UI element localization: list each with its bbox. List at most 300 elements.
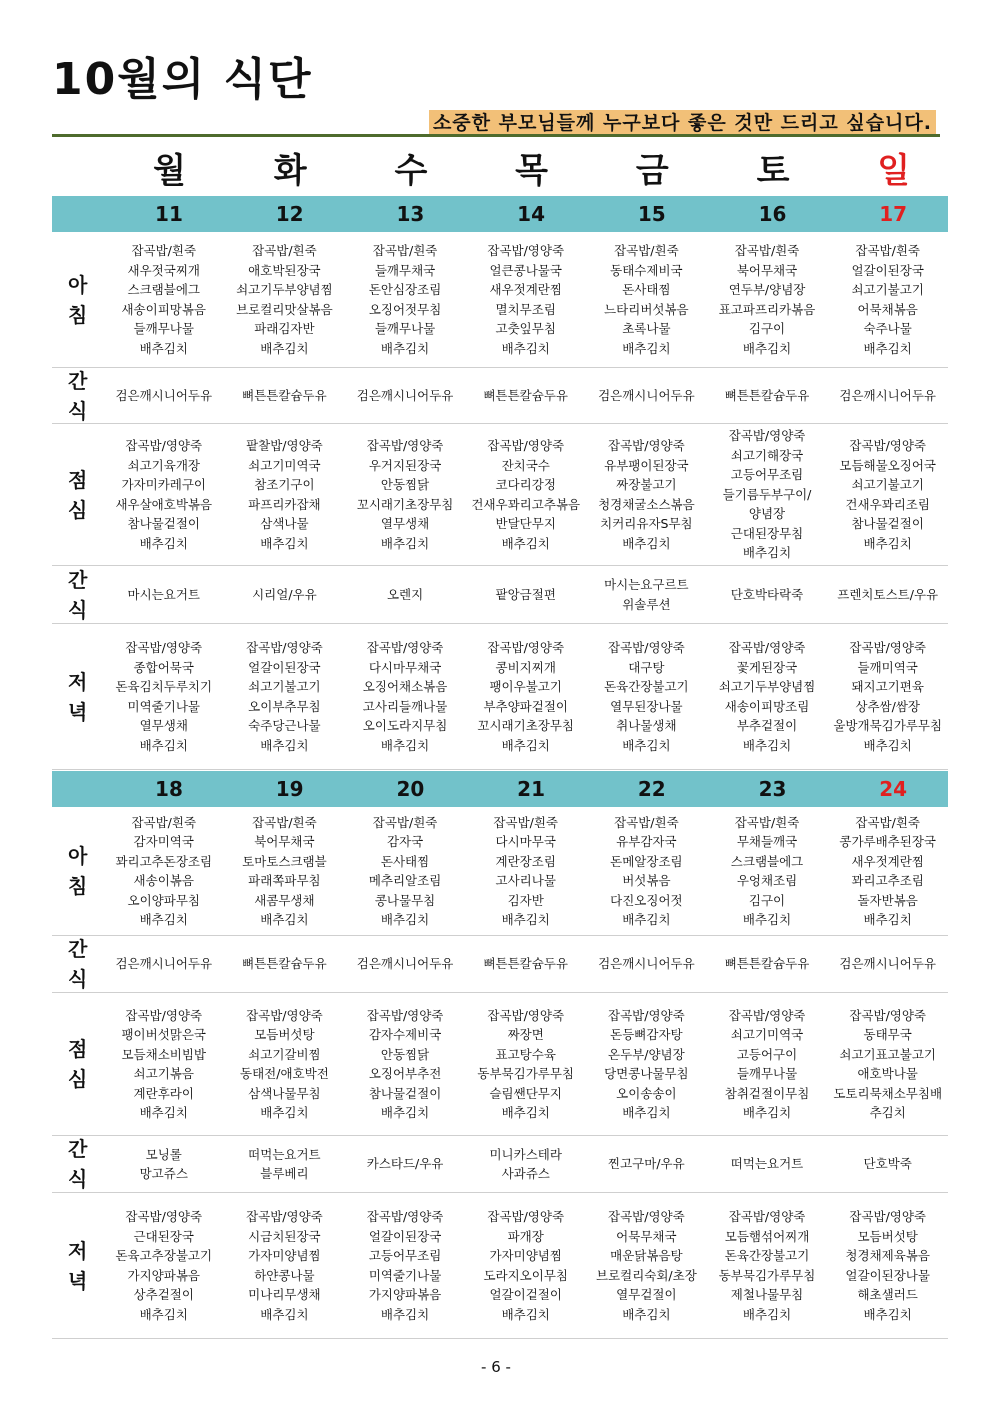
menu-item: 잡곡밥/영양죽 bbox=[246, 1209, 323, 1224]
menu-item: 감자국 bbox=[386, 834, 424, 849]
menu-item: 잡곡밥/흰죽 bbox=[614, 814, 679, 830]
menu-item: 잡곡밥/영양죽 bbox=[125, 1209, 203, 1224]
menu-item: 잡곡밥/영양죽 bbox=[487, 1007, 565, 1023]
menu-item: 잡곡밥/영양죽 bbox=[728, 428, 806, 444]
menu-item: 파래김자반 bbox=[254, 321, 315, 336]
menu-item: 팥찰밥/영양죽 bbox=[246, 438, 323, 453]
menu-item: 새콤무생채 bbox=[254, 892, 315, 908]
menu-item: 돈사태찜 bbox=[380, 853, 430, 869]
menu-item: 배추김치 bbox=[139, 535, 188, 551]
menu-item: 고춧잎무침 bbox=[495, 321, 556, 336]
dow-mon: 월 bbox=[153, 151, 186, 191]
menu-item: 계란장조림 bbox=[495, 853, 556, 869]
menu-item: 검은깨시니어두유 bbox=[356, 956, 454, 972]
menu-item: 잡곡밥/영양죽 bbox=[608, 438, 685, 453]
week-block bbox=[52, 771, 948, 1339]
menu-item: 건새우꽈리고추볶음 bbox=[471, 496, 581, 512]
menu-cell bbox=[827, 807, 948, 935]
menu-cell bbox=[103, 993, 224, 1135]
menu-item: 브로컬리맛살볶음 bbox=[236, 301, 333, 317]
lunch-row bbox=[52, 424, 948, 566]
meal-label bbox=[52, 993, 103, 1135]
date-band bbox=[52, 771, 948, 807]
menu-item: 배추김치 bbox=[139, 737, 188, 753]
menu-item: 잡곡밥/영양죽 bbox=[728, 1209, 806, 1224]
menu-item: 팥앙금절편 bbox=[495, 586, 556, 602]
menu-item: 표고파프리카볶음 bbox=[718, 301, 816, 317]
menu-item: 모듬버섯탕 bbox=[254, 1027, 315, 1042]
menu-item: 가지양파볶음 bbox=[127, 1267, 200, 1283]
menu-item: 배추김치 bbox=[260, 912, 309, 927]
menu-item: 배추김치 bbox=[863, 912, 912, 927]
menu-cell bbox=[345, 624, 466, 769]
breakfast-row bbox=[52, 807, 948, 936]
menu-item: 오이부추무침 bbox=[248, 698, 321, 714]
menu-item: 돈사태찜 bbox=[622, 282, 671, 297]
menu-cell bbox=[827, 993, 948, 1135]
menu-item: 콩나물무침 bbox=[374, 892, 436, 908]
menu-item: 얼갈이된장나물 bbox=[845, 1267, 930, 1283]
menu-item: 가자미양념찜 bbox=[248, 1248, 321, 1263]
menu-item: 뼈튼튼칼슘두유 bbox=[724, 956, 810, 972]
menu-item: 슬림쌘단무지 bbox=[489, 1085, 562, 1101]
menu-cell bbox=[465, 993, 586, 1135]
menu-item: 쇠고기두부양념찜 bbox=[718, 679, 816, 694]
date-number: 21 bbox=[517, 777, 545, 801]
menu-item: 다시마무국 bbox=[495, 834, 556, 849]
menu-item: 초록나물 bbox=[622, 321, 671, 336]
menu-item: 상추쌈/쌈장 bbox=[855, 698, 920, 714]
menu-item: 돈육고추장불고기 bbox=[115, 1248, 213, 1263]
dow-spacer bbox=[52, 148, 103, 194]
menu-item: 종합어묵국 bbox=[133, 659, 194, 675]
menu-item: 돈육김치두루치기 bbox=[115, 679, 213, 694]
dow-fri: 금 bbox=[635, 151, 669, 191]
menu-item: 잡곡밥/흰죽 bbox=[372, 814, 438, 830]
menu-item: 브로컬리숙회/초장 bbox=[595, 1267, 697, 1283]
menu-item: 감자수제비국 bbox=[368, 1027, 442, 1042]
menu-item: 프렌치토스트/우유 bbox=[837, 586, 939, 602]
menu-cell bbox=[465, 624, 586, 769]
menu-item: 모듬햄섞어찌개 bbox=[724, 1228, 810, 1244]
menu-item: 스크램블에그 bbox=[127, 282, 200, 297]
date-number: 12 bbox=[275, 202, 304, 226]
menu-item: 들깨무채국 bbox=[374, 262, 436, 278]
menu-item: 잡곡밥/영양죽 bbox=[849, 438, 927, 453]
menu-item: 잡곡밥/흰죽 bbox=[131, 814, 197, 830]
menu-item: 잡곡밥/영양죽 bbox=[487, 438, 565, 453]
menu-item: 열무겉절이 bbox=[616, 1287, 677, 1302]
menu-cell bbox=[224, 993, 345, 1135]
menu-item: 메추리알조림 bbox=[368, 873, 442, 888]
menu-item: 잡곡밥/영양죽 bbox=[849, 1007, 927, 1023]
menu-cell bbox=[707, 936, 828, 992]
menu-item: 쇠고기미역국 bbox=[248, 457, 321, 473]
menu-item: 도라지오이무침 bbox=[483, 1267, 568, 1283]
menu-cell bbox=[103, 232, 224, 367]
menu-item: 고등어무조림 bbox=[730, 467, 804, 483]
menu-item: 잡곡밥/영양죽 bbox=[608, 1209, 685, 1224]
menu-item: 취나물생채 bbox=[616, 718, 677, 733]
menu-item: 들깨무나물 bbox=[133, 321, 194, 336]
menu-cell bbox=[103, 368, 224, 423]
date-number: 14 bbox=[517, 202, 545, 226]
menu-item: 시금치된장국 bbox=[248, 1228, 321, 1244]
menu-item: 배추김치 bbox=[380, 1306, 430, 1322]
menu-cell bbox=[707, 424, 828, 565]
menu-item: 뼈튼튼칼슘두유 bbox=[242, 956, 327, 972]
menu-item: 잡곡밥/흰죽 bbox=[493, 814, 559, 830]
menu-item: 마시는요거트 bbox=[127, 586, 200, 602]
menu-cell bbox=[103, 424, 224, 565]
menu-item: 잡곡밥/흰죽 bbox=[614, 243, 679, 258]
dow-sat: 토 bbox=[756, 151, 790, 191]
menu-item: 참조기구이 bbox=[254, 477, 315, 492]
menu-item: 북어무채국 bbox=[254, 834, 315, 849]
menu-item: 김구이 bbox=[748, 321, 786, 336]
menu-item: 단호박죽 bbox=[863, 1156, 912, 1172]
menu-item: 배추김치 bbox=[863, 1306, 912, 1322]
menu-item: 배추김치 bbox=[139, 340, 188, 356]
menu-item: 검은깨시니어두유 bbox=[839, 956, 936, 972]
menu-item: 배추김치 bbox=[863, 737, 912, 753]
menu-item: 잡곡밥/영양죽 bbox=[366, 1209, 444, 1224]
meal-label-char: 간 bbox=[68, 368, 88, 393]
menu-item: 오렌지 bbox=[386, 586, 424, 602]
menu-cell bbox=[827, 1136, 948, 1192]
menu-item: 잡곡밥/영양죽 bbox=[487, 1209, 565, 1224]
menu-cell bbox=[103, 1193, 224, 1338]
menu-item: 스크램블에그 bbox=[730, 853, 804, 869]
menu-cell bbox=[103, 624, 224, 769]
menu-item: 동태수제비국 bbox=[610, 262, 683, 278]
menu-item: 애호박나물 bbox=[857, 1066, 918, 1081]
menu-item: 얼갈이된장국 bbox=[368, 1228, 442, 1244]
date-number: 24 bbox=[879, 777, 908, 801]
menu-cell bbox=[345, 566, 466, 623]
menu-cell bbox=[345, 807, 466, 935]
menu-item: 카스타드/우유 bbox=[366, 1156, 444, 1172]
menu-cell bbox=[586, 936, 707, 992]
meal-label bbox=[52, 624, 103, 769]
menu-item: 김자반 bbox=[507, 892, 544, 908]
menu-item: 새송이피망조림 bbox=[724, 698, 810, 714]
menu-cell bbox=[465, 1136, 586, 1192]
meal-label-char: 녁 bbox=[68, 699, 88, 724]
menu-item: 들깨무나물 bbox=[374, 321, 436, 336]
menu-item: 쇠고기육개장 bbox=[127, 457, 200, 473]
menu-item: 쇠고기미역국 bbox=[730, 1027, 804, 1042]
menu-item: 가자미카레구이 bbox=[121, 477, 207, 492]
menu-item: 김구이 bbox=[748, 892, 786, 908]
menu-cell bbox=[707, 566, 828, 623]
date-spacer bbox=[52, 771, 103, 807]
menu-item: 열무생채 bbox=[139, 718, 188, 733]
meal-label bbox=[52, 368, 103, 423]
breakfast-row bbox=[52, 232, 948, 368]
menu-item: 다진오징어젓 bbox=[610, 892, 683, 908]
menu-item: 버섯볶음 bbox=[622, 873, 671, 888]
menu-item: 오징어젓무침 bbox=[368, 301, 442, 317]
subtitle-banner: 소중한 부모님들께 누구보다 좋은 것만 드리고 싶습니다. bbox=[429, 110, 936, 136]
menu-item: 잡곡밥/흰죽 bbox=[855, 814, 920, 830]
menu-item: 배추김치 bbox=[501, 535, 550, 551]
menu-item: 계란후라이 bbox=[133, 1085, 194, 1101]
date-number: 11 bbox=[155, 202, 183, 226]
menu-item: 검은깨시니어두유 bbox=[356, 387, 454, 403]
date-number: 15 bbox=[637, 202, 666, 226]
menu-item: 잡곡밥/영양죽 bbox=[366, 438, 444, 453]
menu-cell bbox=[707, 1136, 828, 1192]
menu-item: 배추김치 bbox=[742, 340, 792, 356]
menu-item: 토마토스크램블 bbox=[242, 853, 327, 869]
date-number: 23 bbox=[758, 777, 787, 801]
menu-item: 얼갈이된장국 bbox=[248, 659, 321, 675]
menu-item: 배추김치 bbox=[622, 737, 671, 753]
meal-label-char: 심 bbox=[68, 1067, 88, 1091]
menu-item: 고사리나물 bbox=[495, 873, 556, 888]
menu-cell bbox=[224, 624, 345, 769]
menu-item: 배추김치 bbox=[380, 340, 430, 356]
meal-label-char: 식 bbox=[68, 967, 88, 991]
menu-item: 새우젓계란찜 bbox=[489, 282, 562, 297]
menu-item: 배추김치 bbox=[622, 535, 671, 551]
menu-item: 잡곡밥/영양죽 bbox=[366, 1007, 444, 1023]
menu-item: 잡곡밥/영양죽 bbox=[246, 1007, 323, 1023]
meal-label bbox=[52, 232, 103, 367]
menu-item: 배추김치 bbox=[139, 912, 188, 927]
menu-item: 찐고구마/우유 bbox=[608, 1156, 685, 1172]
menu-item: 오이도라지무침 bbox=[362, 718, 448, 733]
menu-item: 위솔루션 bbox=[622, 596, 671, 612]
meal-label bbox=[52, 424, 103, 565]
menu-item: 돼지고기편육 bbox=[851, 679, 924, 694]
menu-item: 쇠고기불고기 bbox=[248, 679, 321, 694]
menu-cell bbox=[827, 232, 948, 367]
menu-item: 잡곡밥/영양죽 bbox=[849, 640, 927, 655]
menu-item: 짜장불고기 bbox=[616, 477, 677, 492]
menu-item: 도토리묵채소무침배 bbox=[833, 1085, 943, 1101]
menu-item: 검은깨시니어두유 bbox=[839, 387, 936, 403]
menu-item: 모닝롤 bbox=[145, 1146, 182, 1162]
menu-item: 쇠고기표고불고기 bbox=[839, 1046, 936, 1062]
menu-item: 애호박된장국 bbox=[248, 262, 321, 278]
meal-label-char: 아 bbox=[68, 844, 88, 868]
week-block bbox=[52, 196, 948, 770]
morning-snack-row bbox=[52, 368, 948, 424]
menu-item: 잡곡밥/영양죽 bbox=[608, 640, 685, 655]
menu-item: 배추김치 bbox=[501, 340, 550, 356]
menu-item: 모듬버섯탕 bbox=[857, 1228, 918, 1244]
menu-item: 배추김치 bbox=[622, 340, 671, 356]
menu-item: 배추김치 bbox=[260, 1306, 309, 1322]
menu-item: 숙주당근나물 bbox=[248, 718, 321, 733]
menu-item: 참취겉절이무침 bbox=[724, 1085, 810, 1101]
menu-cell bbox=[707, 624, 828, 769]
menu-item: 동태전/애호박전 bbox=[240, 1066, 329, 1081]
menu-item: 새우젓계란찜 bbox=[851, 853, 924, 869]
menu-cell bbox=[827, 1193, 948, 1338]
menu-item: 미니카스테라 bbox=[489, 1146, 562, 1162]
menu-item: 감자미역국 bbox=[133, 834, 194, 849]
menu-item: 치커리유자S무침 bbox=[600, 516, 693, 531]
menu-item: 배추김치 bbox=[260, 1105, 309, 1120]
menu-cell bbox=[465, 424, 586, 565]
menu-cell bbox=[465, 368, 586, 423]
menu-item: 오이송송이 bbox=[616, 1085, 677, 1101]
date-number: 13 bbox=[396, 202, 425, 226]
menu-item: 사과쥬스 bbox=[501, 1166, 550, 1181]
afternoon-snack-row bbox=[52, 566, 948, 624]
menu-item: 당면콩나물무침 bbox=[604, 1066, 689, 1081]
menu-item: 돈메알장조림 bbox=[610, 853, 683, 869]
menu-item: 쇠고기두부양념찜 bbox=[236, 282, 333, 297]
menu-item: 얼큰콩나물국 bbox=[489, 262, 562, 278]
menu-item: 쇠고기갈비찜 bbox=[248, 1046, 321, 1062]
menu-item: 배추김치 bbox=[139, 1306, 188, 1322]
menu-item: 미나리무생채 bbox=[248, 1287, 321, 1302]
menu-item: 잡곡밥/흰죽 bbox=[734, 814, 800, 830]
menu-item: 미역줄기나물 bbox=[127, 698, 200, 714]
meal-label-char: 점 bbox=[68, 1037, 88, 1061]
menu-item: 콩비지찌개 bbox=[495, 659, 556, 675]
menu-item: 쇠고기불고기 bbox=[851, 282, 924, 297]
menu-cell bbox=[345, 368, 466, 423]
menu-item: 청경채제육볶음 bbox=[845, 1248, 930, 1263]
afternoon-snack-row bbox=[52, 1136, 948, 1193]
menu-cell bbox=[707, 993, 828, 1135]
menu-item: 배추김치 bbox=[501, 1306, 550, 1322]
menu-cell bbox=[586, 1193, 707, 1338]
menu-item: 대구탕 bbox=[628, 659, 665, 675]
menu-item: 잡곡밥/영양죽 bbox=[125, 640, 203, 655]
menu-cell bbox=[345, 936, 466, 992]
menu-item: 고등어무조림 bbox=[368, 1248, 442, 1263]
menu-item: 돈육간장불고기 bbox=[724, 1248, 810, 1263]
menu-cell bbox=[465, 1193, 586, 1338]
menu-item: 뼈튼튼칼슘두유 bbox=[242, 387, 327, 403]
menu-item: 배추김치 bbox=[622, 1306, 671, 1322]
menu-item: 삼색나물 bbox=[260, 516, 309, 531]
meal-label-char: 간 bbox=[68, 1137, 88, 1161]
menu-cell bbox=[827, 566, 948, 623]
menu-item: 반달단무지 bbox=[495, 516, 556, 531]
dow-tue: 화 bbox=[273, 151, 307, 191]
date-number: 18 bbox=[155, 777, 183, 801]
menu-item: 새송이피망볶음 bbox=[121, 301, 207, 317]
menu-item: 배추김치 bbox=[139, 1105, 188, 1120]
date-number: 22 bbox=[637, 777, 666, 801]
menu-item: 안동찜닭 bbox=[380, 477, 430, 492]
meal-label-char: 식 bbox=[68, 398, 88, 423]
menu-item: 잡곡밥/영양죽 bbox=[125, 438, 203, 453]
meal-label bbox=[52, 936, 103, 992]
menu-item: 잡곡밥/영양죽 bbox=[728, 640, 806, 655]
menu-item: 새우젓국찌개 bbox=[127, 262, 200, 278]
menu-item: 배추김치 bbox=[501, 1105, 550, 1120]
meal-label-char: 저 bbox=[68, 669, 88, 694]
menu-item: 멸치무조림 bbox=[495, 301, 556, 317]
menu-cell bbox=[707, 368, 828, 423]
menu-item: 시리얼/우유 bbox=[252, 586, 317, 602]
menu-cell bbox=[586, 424, 707, 565]
menu-cell bbox=[827, 368, 948, 423]
menu-cell bbox=[586, 993, 707, 1135]
menu-item: 느타리버섯볶음 bbox=[604, 301, 689, 317]
page-number: - 6 - bbox=[481, 1358, 511, 1376]
menu-item: 검은깨시니어두유 bbox=[115, 387, 213, 403]
menu-item: 배추김치 bbox=[742, 737, 792, 753]
menu-item: 배추김치 bbox=[380, 737, 430, 753]
menu-item: 열무생채 bbox=[380, 516, 430, 531]
menu-item: 잡곡밥/영양죽 bbox=[487, 640, 565, 655]
menu-cell bbox=[345, 1193, 466, 1338]
menu-cell bbox=[586, 232, 707, 367]
menu-item: 잡곡밥/영양죽 bbox=[125, 1007, 203, 1023]
menu-item: 짜장면 bbox=[507, 1027, 544, 1042]
menu-item: 해초샐러드 bbox=[857, 1287, 918, 1302]
date-spacer bbox=[52, 196, 103, 232]
menu-item: 배추김치 bbox=[742, 545, 792, 561]
menu-item: 건새우꽈리조림 bbox=[845, 496, 930, 512]
menu-item: 부추양파겉절이 bbox=[483, 698, 568, 714]
menu-item: 잡곡밥/흰죽 bbox=[372, 243, 438, 258]
menu-item: 들깨무나물 bbox=[736, 1066, 798, 1081]
dow-wed: 수 bbox=[394, 151, 428, 191]
menu-item: 뼈튼튼칼슘두유 bbox=[483, 387, 568, 403]
date-number: 19 bbox=[275, 777, 304, 801]
menu-item: 어묵무채국 bbox=[616, 1228, 677, 1244]
menu-cell bbox=[707, 807, 828, 935]
menu-item: 팽이버섯맑은국 bbox=[121, 1027, 207, 1042]
meal-label bbox=[52, 1136, 103, 1192]
meal-label-char: 저 bbox=[68, 1238, 88, 1263]
menu-cell bbox=[465, 566, 586, 623]
menu-item: 뼈튼튼칼슘두유 bbox=[724, 387, 810, 403]
menu-item: 블루베리 bbox=[260, 1166, 309, 1181]
menu-item: 잡곡밥/영양죽 bbox=[849, 1209, 927, 1224]
menu-item: 배추김치 bbox=[742, 1306, 792, 1322]
menu-item: 잡곡밥/흰죽 bbox=[734, 243, 800, 258]
menu-item: 잡곡밥/흰죽 bbox=[252, 814, 317, 830]
menu-item: 배추김치 bbox=[863, 535, 912, 551]
meal-label-char: 침 bbox=[68, 302, 88, 327]
menu-item: 삼색나물무침 bbox=[248, 1085, 321, 1101]
menu-item: 새우살애호박볶음 bbox=[115, 496, 213, 512]
menu-cell bbox=[345, 993, 466, 1135]
menu-item: 돈육간장불고기 bbox=[604, 679, 689, 694]
menu-item: 잡곡밥/영양죽 bbox=[487, 243, 565, 258]
menu-cell bbox=[827, 424, 948, 565]
menu-item: 제철나물무침 bbox=[730, 1287, 804, 1302]
menu-item: 파래쪽파무침 bbox=[248, 873, 321, 888]
menu-item: 콩가루배추된장국 bbox=[839, 834, 936, 849]
menu-item: 배추김치 bbox=[260, 535, 309, 551]
menu-item: 마시는요구르트 bbox=[604, 577, 689, 592]
menu-cell bbox=[465, 936, 586, 992]
menu-cell bbox=[224, 936, 345, 992]
page-title: 10월의 식단 bbox=[52, 54, 313, 105]
date-band bbox=[52, 196, 948, 232]
menu-item: 망고쥬스 bbox=[139, 1166, 188, 1181]
lunch-row bbox=[52, 993, 948, 1136]
menu-item: 다시마무채국 bbox=[368, 659, 442, 675]
menu-item: 배추김치 bbox=[380, 912, 430, 927]
menu-item: 들깨미역국 bbox=[857, 659, 918, 675]
menu-item: 잡곡밥/흰죽 bbox=[252, 243, 317, 258]
meal-label-char: 침 bbox=[68, 874, 88, 898]
menu-cell bbox=[224, 232, 345, 367]
